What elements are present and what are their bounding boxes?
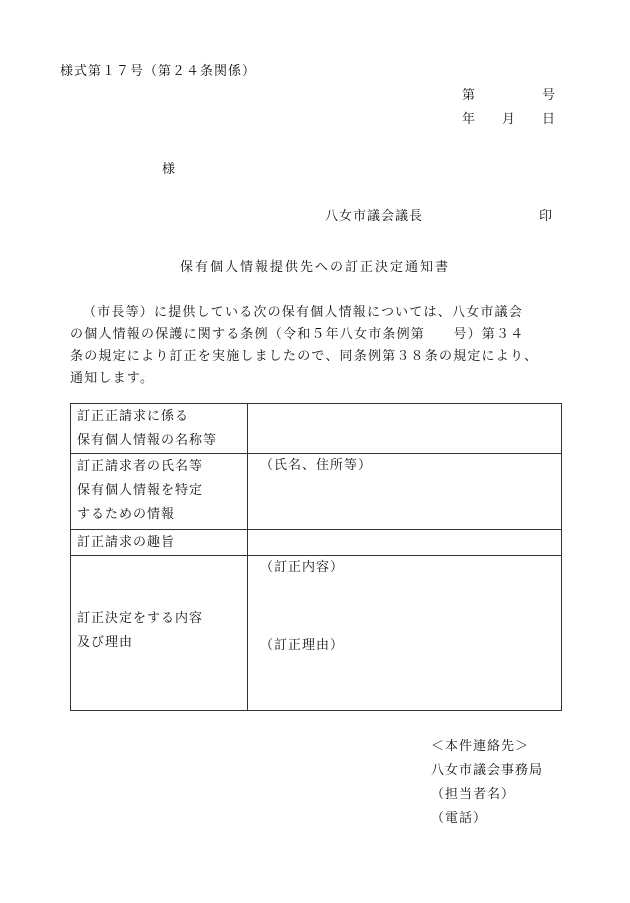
- date-day: 日: [542, 112, 557, 127]
- contact-phone: （電話）: [431, 811, 488, 826]
- correction-info-table: [70, 403, 562, 711]
- contact-heading: ＜本件連絡先＞: [431, 739, 530, 754]
- date-year: 年: [462, 112, 477, 127]
- label-line: 訂正請求者の氏名等: [77, 459, 204, 474]
- label-line: 訂正正請求に係る: [77, 409, 190, 424]
- body-line: 通知します。: [70, 371, 155, 386]
- row-value[interactable]: [248, 556, 562, 711]
- table-row: [71, 530, 562, 556]
- row-label: [71, 556, 248, 711]
- label-line: 保有個人情報を特定: [77, 483, 204, 498]
- row-label: [71, 454, 248, 530]
- label-line: するための情報: [77, 507, 176, 522]
- correction-content-hint: （訂正内容）: [260, 560, 345, 575]
- addressee-honorific: 様: [162, 162, 177, 177]
- label-line: 保有個人情報の名称等: [77, 433, 218, 448]
- row-value[interactable]: [248, 530, 562, 556]
- row-value[interactable]: [248, 404, 562, 454]
- seal-mark: 印: [539, 209, 554, 224]
- date-month: 月: [502, 112, 517, 127]
- correction-reason-hint: （訂正理由）: [260, 638, 345, 653]
- number-suffix: 号: [542, 88, 557, 103]
- contact-block: [431, 735, 543, 831]
- table-row: [71, 404, 562, 454]
- row-label: [71, 404, 248, 454]
- notice-body: [70, 302, 560, 390]
- body-line: の個人情報の保護に関する条例（令和５年八女市条例第 号）第３４: [70, 327, 525, 342]
- value-hint: （氏名、住所等）: [260, 458, 373, 473]
- number-prefix: 第: [462, 88, 477, 103]
- table-row: [71, 454, 562, 530]
- contact-person: （担当者名）: [431, 787, 516, 802]
- label-line: 訂正決定をする内容: [77, 611, 204, 626]
- sender-name: 八女市議会議長: [325, 209, 424, 224]
- body-line: 条の規定により訂正を実施しましたので、同条例第３８条の規定により、: [70, 349, 539, 364]
- body-line: （市長等）に提供している次の保有個人情報については、八女市議会: [83, 305, 523, 320]
- label-line: 及び理由: [77, 635, 134, 650]
- document-title: 保有個人情報提供先への訂正決定通知書: [179, 260, 450, 275]
- label-line: 訂正請求の趣旨: [77, 535, 176, 550]
- row-value[interactable]: [248, 454, 562, 530]
- table-row: [71, 556, 562, 711]
- contact-office: 八女市議会事務局: [431, 763, 544, 778]
- form-label: 様式第１７号（第２４条関係）: [60, 64, 257, 79]
- row-label: [71, 530, 248, 556]
